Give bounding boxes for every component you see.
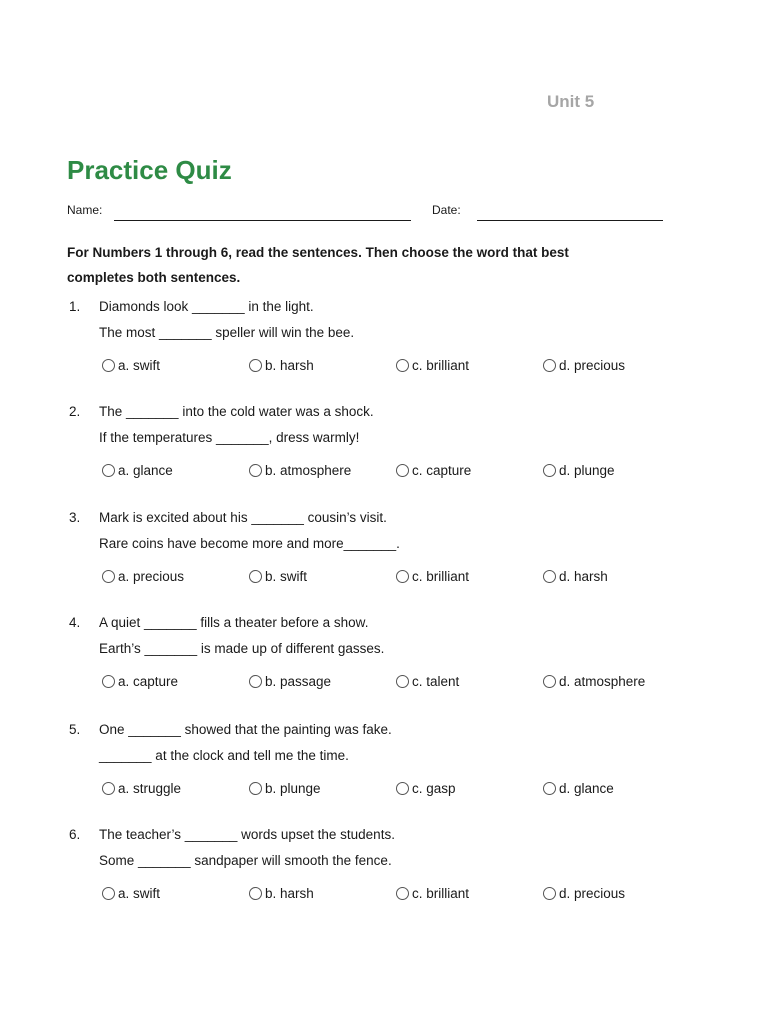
answer-option[interactable]: [396, 461, 471, 479]
answer-option-label: a. struggle: [118, 780, 182, 796]
answer-option[interactable]: [543, 356, 625, 374]
answer-option-label: b. harsh: [265, 885, 314, 901]
answer-option[interactable]: [543, 884, 625, 902]
radio-button-icon[interactable]: [396, 887, 409, 900]
question-5: [0, 722, 768, 812]
answer-option[interactable]: [102, 672, 178, 690]
instructions: For Numbers 1 through 6, read the sentences. Then choose the word that best completes both sentences.: [67, 245, 569, 285]
unit-label: Unit 5: [547, 92, 595, 111]
answer-option[interactable]: [102, 779, 181, 797]
answer-option[interactable]: [249, 567, 307, 585]
answer-option-label: d. harsh: [559, 568, 608, 584]
question-number: 3.: [69, 510, 81, 525]
answer-option-label: d. precious: [559, 885, 626, 901]
question-2: [0, 404, 768, 494]
answer-option-label: d. glance: [559, 780, 614, 796]
radio-button-icon[interactable]: [102, 675, 115, 688]
page-title: Practice Quiz: [67, 155, 232, 185]
answer-option[interactable]: [543, 779, 614, 797]
radio-button-icon[interactable]: [543, 464, 556, 477]
radio-button-icon[interactable]: [102, 887, 115, 900]
answer-option-label: c. capture: [412, 462, 472, 478]
radio-button-icon[interactable]: [249, 464, 262, 477]
radio-button-icon[interactable]: [396, 675, 409, 688]
answer-option-label: b. atmosphere: [265, 462, 352, 478]
question-sentence-2: Some _______ sandpaper will smooth the fence.: [99, 853, 392, 868]
question-number: 4.: [69, 615, 81, 630]
answer-option-label: c. brilliant: [412, 357, 470, 373]
radio-button-icon[interactable]: [543, 359, 556, 372]
answer-option-label: a. glance: [118, 462, 173, 478]
radio-button-icon[interactable]: [102, 464, 115, 477]
radio-button-icon[interactable]: [249, 782, 262, 795]
question-3: [0, 510, 768, 600]
answer-option[interactable]: [396, 567, 469, 585]
name-field[interactable]: [114, 219, 411, 221]
answer-option-label: a. capture: [118, 673, 179, 689]
name-label: Name:: [67, 203, 103, 217]
answer-option[interactable]: [249, 672, 331, 690]
question-sentence-2: Rare coins have become more and more_______.: [99, 536, 400, 551]
answer-option-label: d. plunge: [559, 462, 615, 478]
question-sentence-1: The _______ into the cold water was a shock.: [99, 404, 374, 419]
answer-option-label: c. gasp: [412, 780, 456, 796]
answer-option[interactable]: [249, 884, 314, 902]
answer-option[interactable]: [543, 567, 608, 585]
question-sentence-2: If the temperatures _______, dress warmly!: [99, 430, 360, 445]
radio-button-icon[interactable]: [396, 464, 409, 477]
answer-option[interactable]: [396, 779, 456, 797]
answer-option-label: d. atmosphere: [559, 673, 646, 689]
question-sentence-2: The most _______ speller will win the bee.: [99, 325, 355, 340]
radio-button-icon[interactable]: [396, 359, 409, 372]
radio-button-icon[interactable]: [249, 675, 262, 688]
answer-option[interactable]: [249, 356, 314, 374]
answer-option-label: b. passage: [265, 673, 332, 689]
answer-option[interactable]: [249, 779, 321, 797]
answer-option-label: d. precious: [559, 357, 626, 373]
radio-button-icon[interactable]: [396, 570, 409, 583]
radio-button-icon[interactable]: [102, 782, 115, 795]
answer-option[interactable]: [396, 884, 469, 902]
question-4: [0, 615, 768, 705]
answer-option[interactable]: [396, 672, 459, 690]
radio-button-icon[interactable]: [396, 782, 409, 795]
answer-option-label: a. precious: [118, 568, 185, 584]
radio-button-icon[interactable]: [249, 887, 262, 900]
radio-button-icon[interactable]: [102, 359, 115, 372]
answer-option[interactable]: [102, 884, 160, 902]
question-number: 2.: [69, 404, 81, 419]
answer-option[interactable]: [249, 461, 351, 479]
answer-option[interactable]: [543, 672, 645, 690]
date-label: Date:: [432, 203, 461, 217]
question-number: 1.: [69, 299, 81, 314]
question-6: [0, 827, 768, 917]
question-sentence-1: Mark is excited about his _______ cousin’s visit.: [99, 510, 387, 525]
answer-option[interactable]: [102, 461, 173, 479]
question-sentence-2: _______ at the clock and tell me the time.: [99, 748, 349, 763]
radio-button-icon[interactable]: [543, 675, 556, 688]
answer-option-label: a. swift: [118, 885, 161, 901]
radio-button-icon[interactable]: [543, 887, 556, 900]
date-field[interactable]: [477, 219, 663, 221]
radio-button-icon[interactable]: [249, 359, 262, 372]
answer-option-label: c. brilliant: [412, 885, 470, 901]
radio-button-icon[interactable]: [543, 782, 556, 795]
answer-option[interactable]: [102, 567, 184, 585]
answer-option-label: c. talent: [412, 673, 460, 689]
answer-option[interactable]: [102, 356, 160, 374]
question-number: 6.: [69, 827, 81, 842]
answer-option-label: b. plunge: [265, 780, 321, 796]
radio-button-icon[interactable]: [102, 570, 115, 583]
answer-option[interactable]: [396, 356, 469, 374]
question-number: 5.: [69, 722, 81, 737]
answer-option-label: a. swift: [118, 357, 161, 373]
answer-option-label: b. harsh: [265, 357, 314, 373]
question-sentence-1: A quiet _______ fills a theater before a show.: [99, 615, 369, 630]
radio-button-icon[interactable]: [249, 570, 262, 583]
question-sentence-2: Earth’s _______ is made up of different gasses.: [99, 641, 385, 656]
question-sentence-1: The teacher’s _______ words upset the students.: [99, 827, 395, 842]
answer-option-label: b. swift: [265, 568, 308, 584]
answer-option[interactable]: [543, 461, 615, 479]
question-1: [0, 299, 768, 389]
answer-option-label: c. brilliant: [412, 568, 470, 584]
radio-button-icon[interactable]: [543, 570, 556, 583]
question-sentence-1: Diamonds look _______ in the light.: [99, 299, 314, 314]
question-sentence-1: One _______ showed that the painting was fake.: [99, 722, 392, 737]
